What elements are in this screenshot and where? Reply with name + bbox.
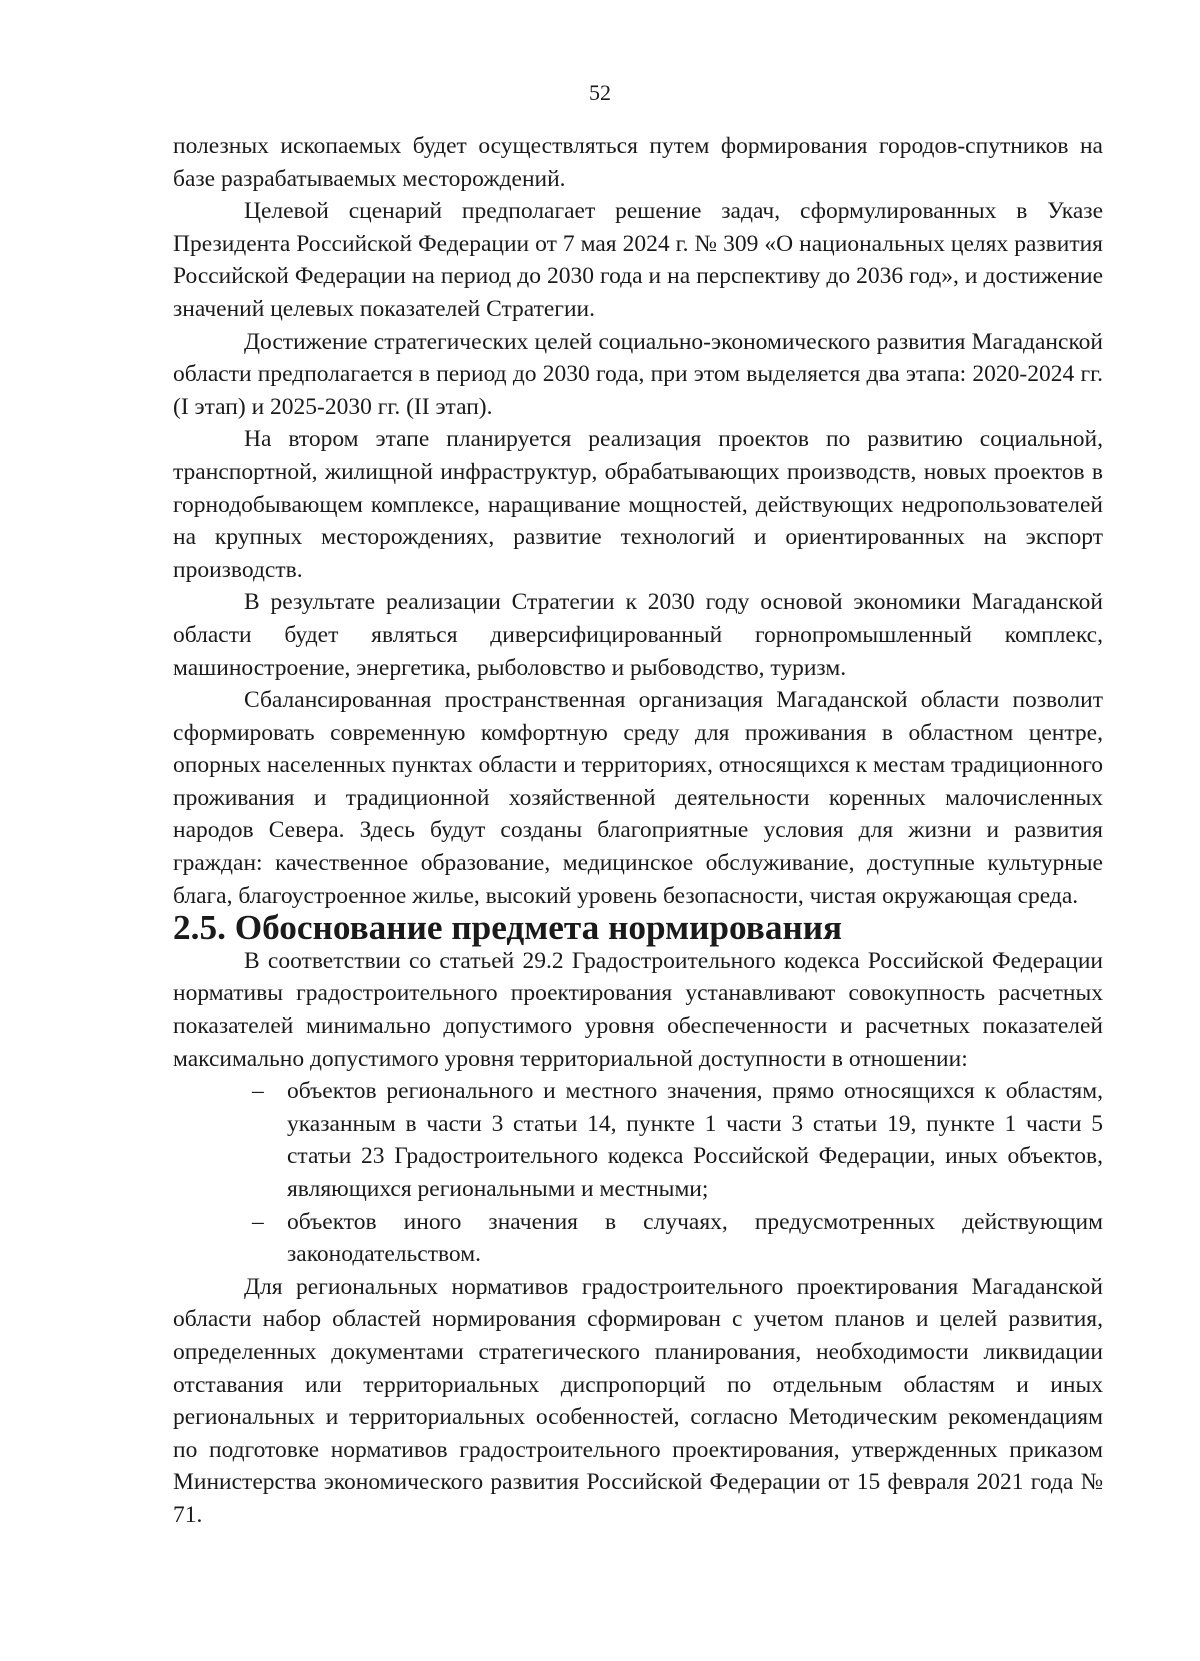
bullet-item	[244, 1206, 1103, 1271]
bullet-marker: –	[252, 1208, 264, 1235]
bullet-marker: –	[252, 1078, 264, 1105]
bullet-text: объектов иного значения в случаях, предусмотренных действующим законодательством.	[287, 1208, 1103, 1268]
paragraph-continuation: полезных ископаемых будет осуществляться путем формирования городов-спутников на базе разрабатываемых месторождений.	[173, 133, 1103, 192]
paragraph-section-intro: В соответствии со статьей 29.2 Градостроительного кодекса Российской Федерации нормативы градостроительного проектирования устанавливают совокупность расчетных показателей минимально допустимого уровня обеспеченности и расчетных показателей максимально допустимого уровня территориальной доступности в отношении:	[173, 947, 1103, 1072]
paragraph-closing: Для региональных нормативов градостроительного проектирования Магаданской области набор областей нормирования сформирован с учетом планов и целей развития, определенных документами стратегического планирования, необходимости ликвидации отставания или территориальных диспропорций по отдельным областям и иных региональных и территориальных особенностей, согласно Методическим рекомендациям по подготовке нормативов градостроительного проектирования, утвержденных приказом Министерства экономического развития Российской Федерации от 15 февраля 2021 года № 71.	[173, 1273, 1103, 1528]
document-body	[173, 130, 1103, 1532]
section-heading: 2.5. Обоснование предмета нормирования	[173, 908, 843, 948]
paragraph-second-stage: На втором этапе планируется реализация проектов по развитию социальной, транспортной, жилищной инфраструктур, обрабатывающих производств, новых проектов в горнодобывающем комплексе, наращивание мощностей, действующих недропользователей на крупных месторождениях, развитие технологий и ориентированных на экспорт производств.	[173, 426, 1103, 583]
paragraph-strategic-goals: Достижение стратегических целей социально-экономического развития Магаданской области предполагается в период до 2030 года, при этом выделяется два этапа: 2020-2024 гг. (I этап) и 2025-2030 гг. (II этап).	[173, 328, 1103, 420]
page-number: 52	[589, 80, 611, 105]
bullet-item	[244, 1075, 1103, 1205]
paragraph-spatial-organization: Сбалансированная пространственная организация Магаданской области позволит сформировать современную комфортную среду для проживания в областном центре, опорных населенных пунктах области и территориях, относящихся к местам традиционного проживания и традиционной хозяйственной деятельности коренных малочисленных народов Севера. Здесь будут созданы благоприятные условия для жизни и развития граждан: качественное образование, медицинское обслуживание, доступные культурные блага, благоустроенное жилье, высокий уровень безопасности, чистая окружающая среда.	[173, 687, 1103, 909]
paragraph-target-scenario: Целевой сценарий предполагает решение задач, сформулированных в Указе Президента Российской Федерации от 7 мая 2024 г. № 309 «О национальных целях развития Российской Федерации на период до 2030 года и на перспективу до 2036 год», и достижение значений целевых показателей Стратегии.	[173, 198, 1103, 322]
bullet-text: объектов регионального и местного значения, прямо относящихся к областям, указанным в части 3 статьи 14, пункте 1 части 3 статьи 19, пункте 1 части 5 статьи 23 Градостроительного кодекса Российской Федерации, иных объектов, являющихся региональными и местными;	[287, 1078, 1103, 1202]
paragraph-strategy-result: В результате реализации Стратегии к 2030 году основой экономики Магаданской области будет являться диверсифицированный горнопромышленный комплекс, машиностроение, энергетика, рыболовство и рыбоводство, туризм.	[173, 589, 1103, 681]
bullet-list	[173, 1075, 1103, 1271]
